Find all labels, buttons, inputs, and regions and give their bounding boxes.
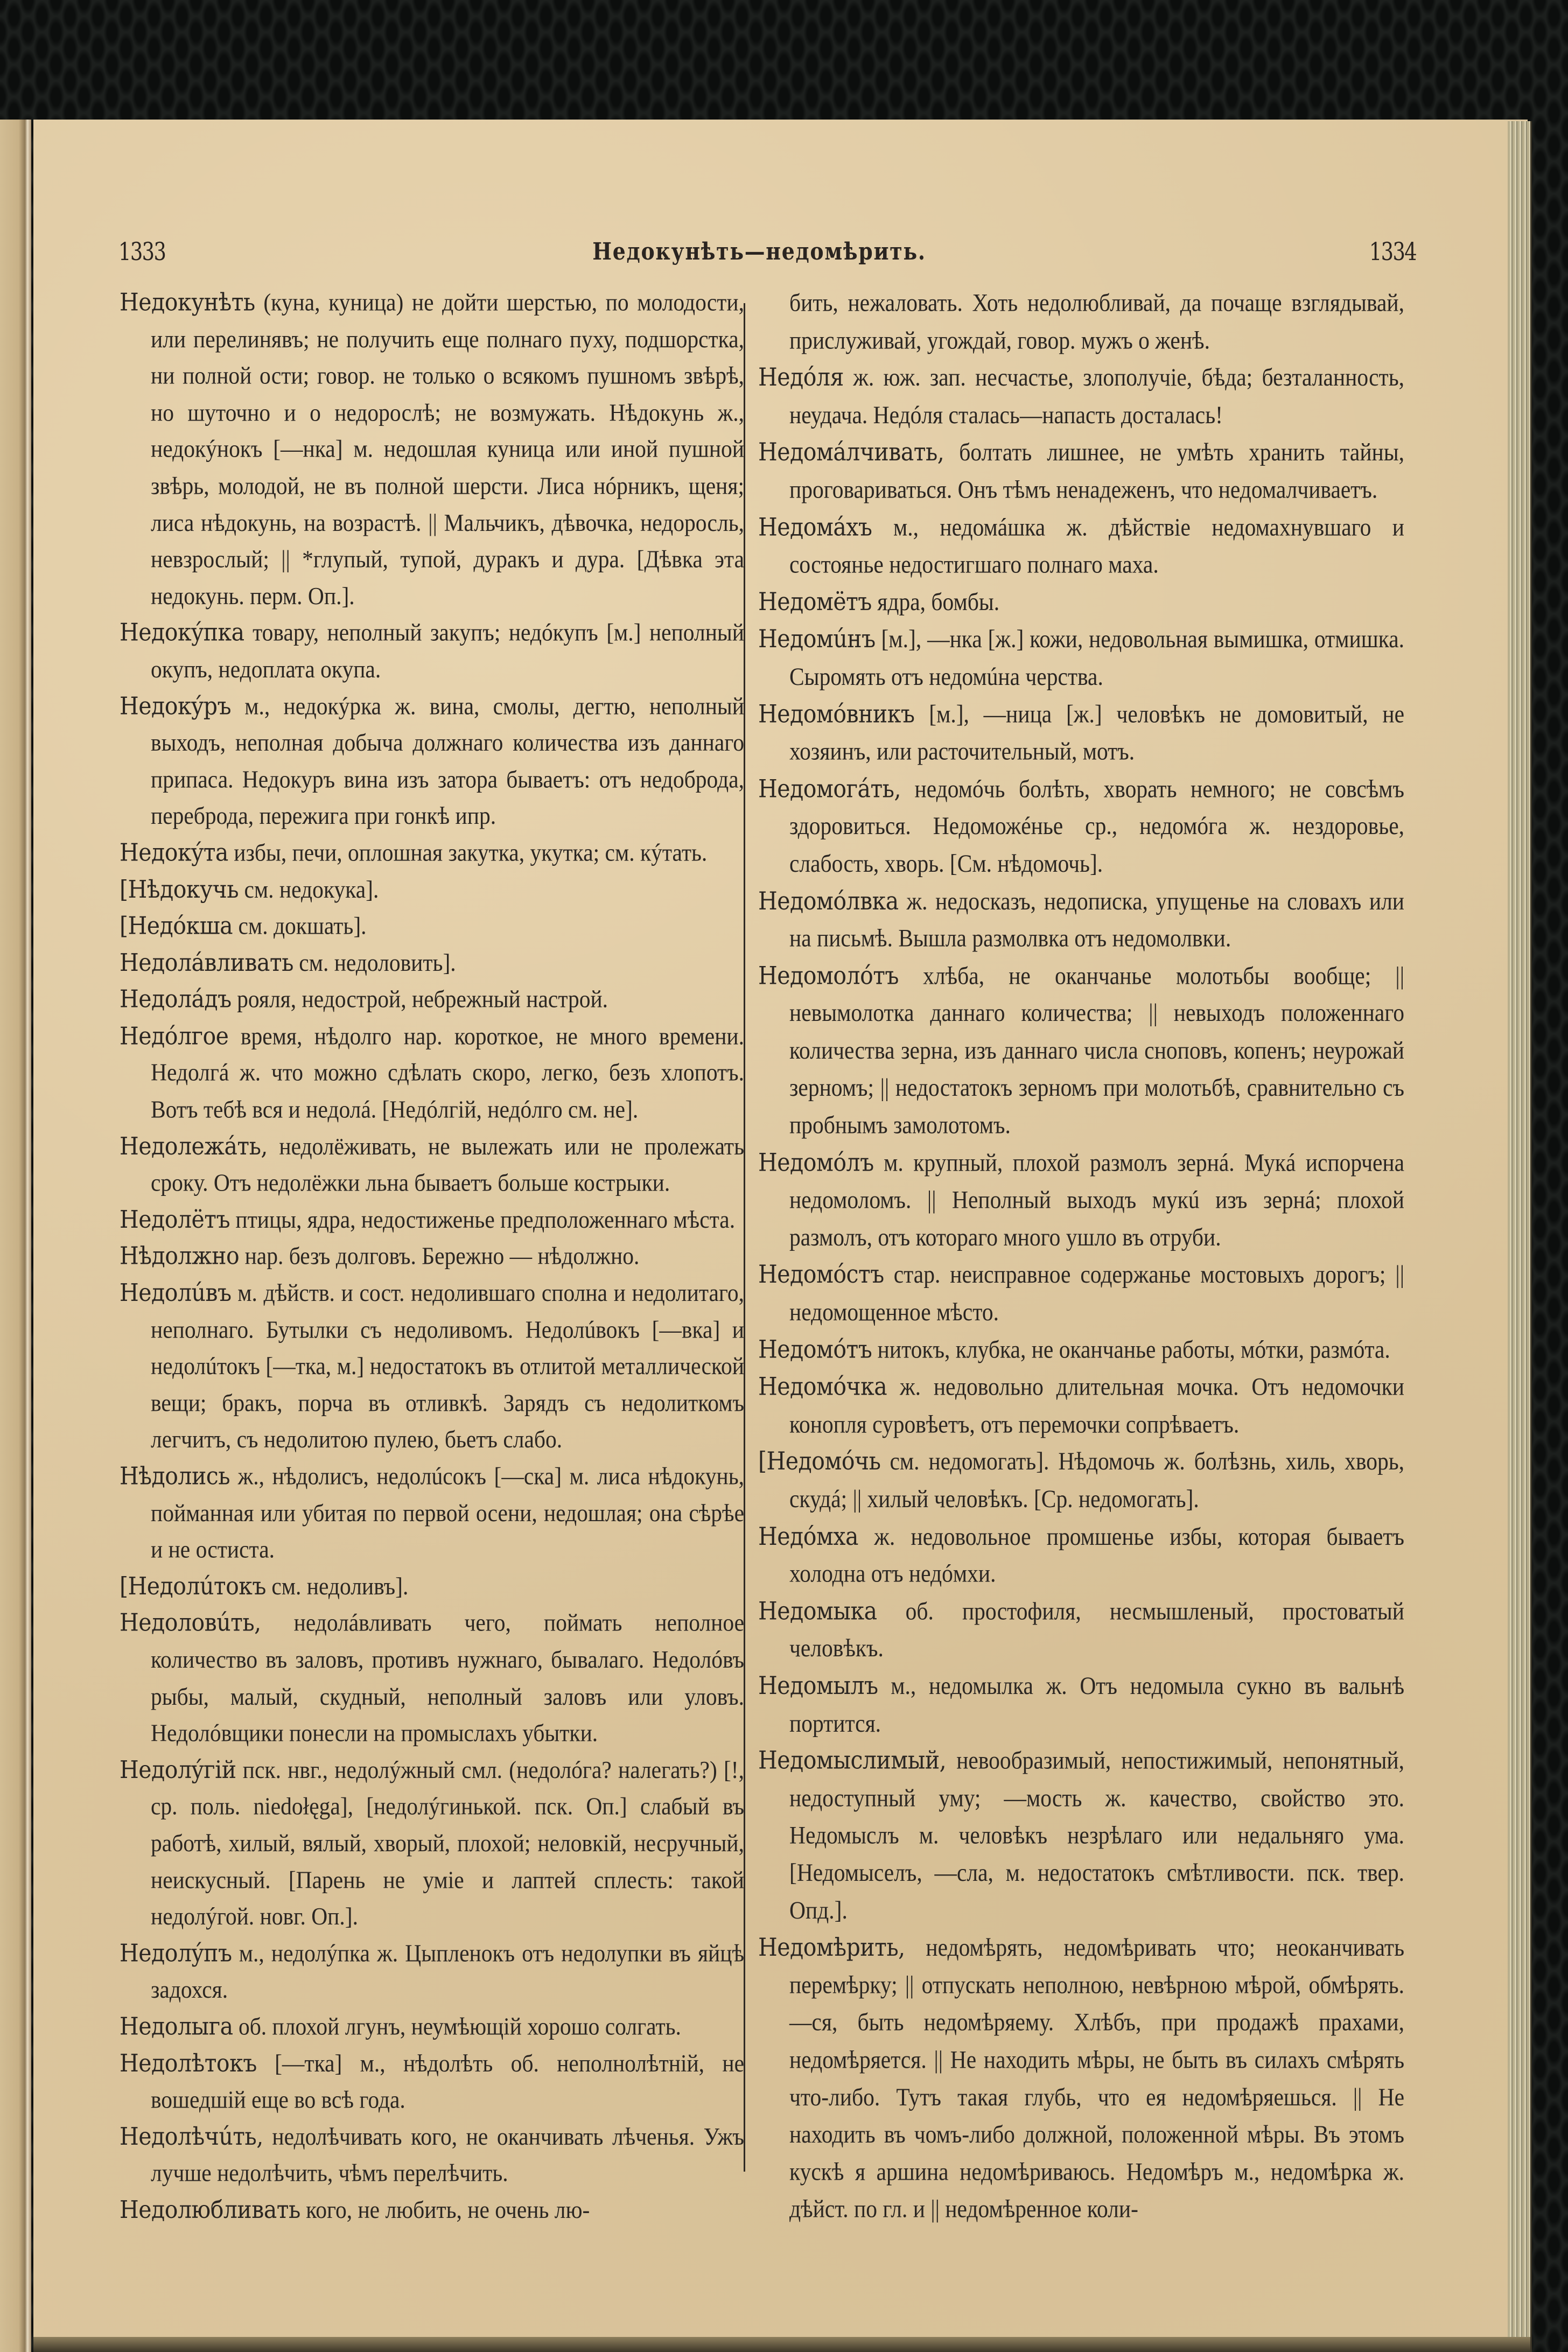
entry-definition: об. плохой лгунъ, неумѣющій хорошо солгать. [238,2012,681,2040]
dictionary-entry [758,621,1404,696]
entry-definition: см. недомогать]. Нѣдомочь ж. болѣзнь, хиль, хворь, скудá; || хилый человѣкъ. [Ср. недомогать]. [789,1447,1405,1513]
entry-headword: Недолюбливать [120,2195,300,2224]
right-column [758,284,1404,2228]
entry-headword: Недомáхъ [758,512,872,542]
entry-headword: Недомáлчивать, [758,437,944,467]
dictionary-entry [758,284,1404,359]
dictionary-entry [758,1742,1404,1929]
entry-headword: Недомóлвка [758,886,899,915]
entry-headword: Недомóчка [758,1371,887,1401]
entry-headword: Недолýпъ [120,1938,232,1968]
dictionary-entry [120,1935,744,2008]
entry-definition: [м.], —ница [ж.] человѣкъ не домовитый, не хозяинъ, или расточительный, мотъ. [789,699,1405,765]
entry-definition: ж. недовольно длительная мочка. Отъ недомочки конопля суровѣетъ, отъ перемочки сопрѣваетъ. [789,1372,1405,1438]
dictionary-entry [758,1331,1404,1368]
entry-headword: Недóлгое [120,1021,229,1051]
dictionary-entry [758,1443,1404,1518]
entry-definition: об. простофиля, несмышленый, простоватый человѣкъ. [789,1597,1405,1662]
entry-headword: Недолáдъ [120,984,232,1014]
dictionary-entry [120,1568,744,1605]
dictionary-entry [758,770,1404,882]
entry-definition: нар. безъ долговъ. Бережно — нѣдолжно. [244,1242,640,1270]
entry-definition: ж. юж. зап. несчастье, злополучіе, бѣда; безталанность, неудача. Недóля сталась—напасть досталась! [789,363,1404,429]
entry-definition: время, нѣдолго нар. короткое, не много времени. Недолгá ж. что можно сдѣлать скоро, легко, безъ хлопотъ. Вотъ тебѣ вся и недолá. [Недóлгій, недóлго см. не]. [151,1022,745,1123]
entry-definition: [—тка] м., нѣдолѣть об. неполнолѣтній, не вошедшій еще во всѣ года. [151,2049,744,2113]
entry-headword: Недоловúть, [120,1608,261,1637]
dictionary-entry [120,2045,744,2118]
entry-headword: [Недолúтокъ [120,1571,266,1601]
dictionary-entry [758,1518,1404,1593]
entry-headword: Недомѣрить, [758,1933,905,1962]
dictionary-entry [120,2118,744,2192]
page-header [81,237,1438,280]
entry-definition: м., недолýпка ж. Цыпленокъ отъ недолупки въ яйцѣ задохся. [151,1939,745,2004]
entry-definition: м., недомылка ж. Отъ недомыла сукно въ вальнѣ портится. [789,1671,1405,1737]
entry-definition: бить, нежаловать. Хоть недолюбливай, да почаще взглядывай, прислуживай, угождай, говор. мужъ о женѣ. [789,288,1404,354]
previous-page-edge [0,120,31,2352]
entry-definition: м., недокýрка ж. вина, смолы, дегтю, неполный выходъ, неполная добыча должнаго количества изъ даннаго припаса. Недокуръ вина изъ затора бываетъ: отъ недоброда, переброда, пережига при гонкѣ ипр. [151,692,744,830]
dictionary-entry [120,981,744,1018]
left-page-number: 1333 [118,237,166,266]
entry-headword: Недолáвливать [120,948,293,977]
entry-definition: избы, печи, оплошная закутка, укутка; см. кýтать. [234,838,708,866]
dictionary-entry [120,1238,744,1275]
entry-definition: [м.], —нка [ж.] кожи, недовольная вымишка, отмишка. Сыромять отъ недомúна черства. [789,625,1405,690]
entry-headword: Недолúвъ [120,1278,232,1307]
dictionary-entry [120,1458,744,1568]
entry-headword: Недомóтъ [758,1334,872,1364]
entry-headword: Недолѣчúть, [120,2122,263,2151]
entry-headword: Недолѣтокъ [120,2048,257,2077]
entry-headword: Недокýръ [120,691,232,720]
right-page-number: 1334 [1369,237,1416,266]
dictionary-entry [120,835,744,871]
entry-headword: Недолётъ [120,1205,230,1234]
entry-definition: недомóчь болѣть, хворать немного; не совсѣмъ здоровиться. Недоможéнье ср., недомóга ж. нездоровье, слабость, хворь. [См. нѣдомочь]. [789,774,1405,877]
entry-definition: недолѣчивать кого, не оканчивать лѣченья. Ужъ лучше недолѣчить, чѣмъ перелѣчить. [151,2122,744,2187]
entry-headword: Недолежáть, [120,1131,268,1160]
entry-definition: рояля, недострой, небрежный настрой. [237,985,608,1013]
entry-headword: Недомóвникъ [758,699,915,729]
dictionary-entry [758,1144,1404,1256]
entry-definition: м. крупный, плохой размолъ зернá. Мукá испорчена недомоломъ. || Неполный выходъ мукú изъ зернá; плохой размолъ, отъ котораго много ушло въ отруби. [789,1148,1405,1251]
entry-definition: см. недоловить]. [299,948,456,976]
entry-headword: [Недомóчь [758,1446,881,1476]
entry-headword: Недомóстъ [758,1259,884,1289]
entry-headword: Недокунѣть [120,288,255,317]
entry-headword: Нѣдолись [120,1461,230,1490]
entry-headword: [Нѣдокучь [120,874,239,904]
entry-headword: Недокýпка [120,618,244,647]
dictionary-entry [120,614,744,688]
dictionary-entry [758,1667,1404,1742]
dictionary-entry [758,696,1404,771]
running-head: Недокунѣть—недомѣрить. [592,238,926,265]
entry-headword: Недóля [758,362,844,392]
dictionary-entry [758,434,1404,509]
dictionary-entry [758,583,1404,620]
entry-headword: Недомылъ [758,1671,878,1700]
page-bottom-edge [33,2337,1530,2352]
dictionary-entry [120,688,744,834]
entry-headword: Недомыка [758,1596,877,1626]
entry-definition: см. недокука]. [244,875,379,903]
dictionary-entry [120,944,744,981]
entry-definition: ж. недосказъ, недописка, упущенье на словахъ или на письмѣ. Вышла размолвка отъ недомолвки. [789,886,1405,952]
entry-headword: Недокýта [120,838,228,867]
entry-headword: Недомолóтъ [758,961,899,990]
entry-definition: ж. недовольное промшенье избы, которая бываетъ холодна отъ недóмхи. [789,1522,1405,1587]
entry-definition: кого, не любить, не очень лю- [306,2196,590,2223]
dictionary-entry [758,359,1404,434]
entry-headword: Недомогáть, [758,774,901,803]
entry-headword: Недомётъ [758,587,872,617]
entry-definition: недомѣрять, недомѣривать что; неоканчивать перемѣрку; || отпускать неполною, невѣрною мѣрой, обмѣрять. —ся, быть недомѣряему. Хлѣбъ, при продажѣ прахами, недомѣряется. || Не находить мѣры, не быть въ силахъ смѣрять что-либо. Тутъ такая глубь, что ея недомѣряешься. || Не находить въ чомъ-либо должной, положенной мѣры. Въ этомъ кускѣ я аршина недомѣриваюсь. Недомѣръ м., недомѣрка ж. дѣйст. по гл. и || недомѣренное коли- [789,1933,1404,2223]
dictionary-entry [120,1275,744,1458]
left-column [120,284,744,2229]
entry-headword: Недомóлъ [758,1147,874,1177]
dictionary-entry [120,871,744,908]
entry-definition: ядра, бомбы. [877,587,1000,616]
dictionary-entry [120,1201,744,1238]
dictionary-entry [758,1593,1404,1668]
entry-definition: м. дѣйств. и сост. недолившаго сполна и недолитаго, неполнаго. Бутылки съ недоливомъ. Недолúвокъ [—вка] и недолúтокъ [—тка, м.] недостатокъ въ отлитой металлической вещи; бракъ, порча въ отливкѣ. Зарядъ съ недолиткомъ легчитъ, съ недолитою пулею, бьетъ слабо. [151,1279,745,1453]
dictionary-entry [120,1605,744,1751]
entry-definition: хлѣба, не оканчанье молотьбы вообще; || невымолотка даннаго количества; || невыходъ положеннаго количества зерна, изъ даннаго числа сноповъ, копенъ; неурожай зерномъ; || недостатокъ зерномъ при молотьбѣ, сравнительно съ пробнымъ замолотомъ. [789,961,1404,1139]
entry-headword: Нѣдолжно [120,1241,240,1270]
entry-definition: болтать лишнее, не умѣть хранить тайны, проговариваться. Онъ тѣмъ ненадеженъ, что недомалчиваетъ. [789,438,1405,503]
dictionary-entry [758,957,1404,1144]
entry-definition: см. недоливъ]. [271,1572,409,1600]
entry-definition: товару, неполный закупъ; недóкупъ [м.] неполный окупъ, недоплата окупа. [151,618,744,683]
entry-definition: ж., нѣдолисъ, недолúсокъ [—ска] м. лиса нѣдокунь, пойманная или убитая по первой осени, недошлая; она сѣрѣе и не остиста. [151,1462,745,1563]
entry-definition: птицы, ядра, недостиженье предположеннаго мѣста. [235,1205,736,1233]
entry-definition: см. докшать]. [238,912,367,940]
entry-definition: стар. неисправное содержанье мостовыхъ дорогъ; || недомощенное мѣсто. [789,1260,1405,1326]
entry-headword: Недолýгій [120,1755,236,1784]
entry-definition: нитокъ, клубка, не оканчанье работы, мóтки, размóта. [877,1335,1390,1363]
dictionary-entry [758,883,1404,957]
dictionary-entry [120,2008,744,2045]
entry-headword: Недомыслимый, [758,1745,947,1775]
entry-headword: Недóмха [758,1521,858,1551]
dictionary-entry [120,284,744,614]
dictionary-entry [758,1929,1404,2228]
entry-headword: Недолыга [120,2012,233,2041]
entry-definition: невообразимый, непостижимый, непонятный, недоступный уму; —мость ж. качество, свойство это. Недомыслъ м. человѣкъ незрѣлаго или недальняго ума. [Недомыселъ, —сла, м. недостатокъ смѣтливости. пск. твер. Опд.]. [789,1746,1405,1924]
dictionary-entry [120,2192,744,2228]
entry-definition: недолáвливать чего, поймать неполное количество въ заловъ, противъ нужнаго, бывалаго. Недолóвъ рыбы, малый, скудный, неполный заловъ или уловъ. Недолóвщики понесли на промыслахъ убытки. [151,1609,744,1747]
dictionary-entry [758,1368,1404,1443]
dictionary-entry [120,908,744,944]
dictionary-entry [120,1752,744,1935]
entry-headword: [Недóкша [120,911,233,940]
entry-definition: пск. нвг., недолýжный смл. (недолóга? налегать?) [!, ср. поль. niedołęga], [недолýгинькой. пск. Оп.] слабый въ работѣ, хилый, вялый, хворый, плохой; неловкій, несручный, неискусный. [Парень не уміе и лаптей сплесть: такой недолýгой. новг. Оп.]. [151,1755,744,1930]
dictionary-entry [120,1128,744,1201]
page-stack-edge [1508,121,1532,2352]
dictionary-entry [120,1018,744,1128]
dictionary-entry [758,1256,1404,1331]
entry-definition: (куна, куница) не дойти шерстью, по молодости, или перелинявъ; не получить еще полнаго пуху, подшорстка, ни полной ости; говор. не только о всякомъ пушномъ звѣрѣ, но шуточно и о недорослѣ; не возмужать. Нѣдокунь ж., недокýнокъ [—нка] м. недошлая куница или иной пушной звѣрь, молодой, не въ полной шерсти. Лиса нóрникъ, щеня; лиса нѣдокунь, на возрастѣ. || Мальчикъ, дѣвочка, недоросль, невзрослый; || *глупый, тупой, дуракъ и дура. [Дѣвка эта недокунь. перм. Оп.]. [151,288,744,610]
dictionary-entry [758,508,1404,583]
entry-definition: м., недомáшка ж. дѣйствіе недомахнувшаго и состоянье недостигшаго полнаго маха. [789,513,1405,578]
entry-definition: недолёживать, не вылежать или не пролежать сроку. Отъ недолёжки льна бываетъ больше кострыки. [151,1132,744,1196]
entry-headword: Недомúнъ [758,624,876,654]
